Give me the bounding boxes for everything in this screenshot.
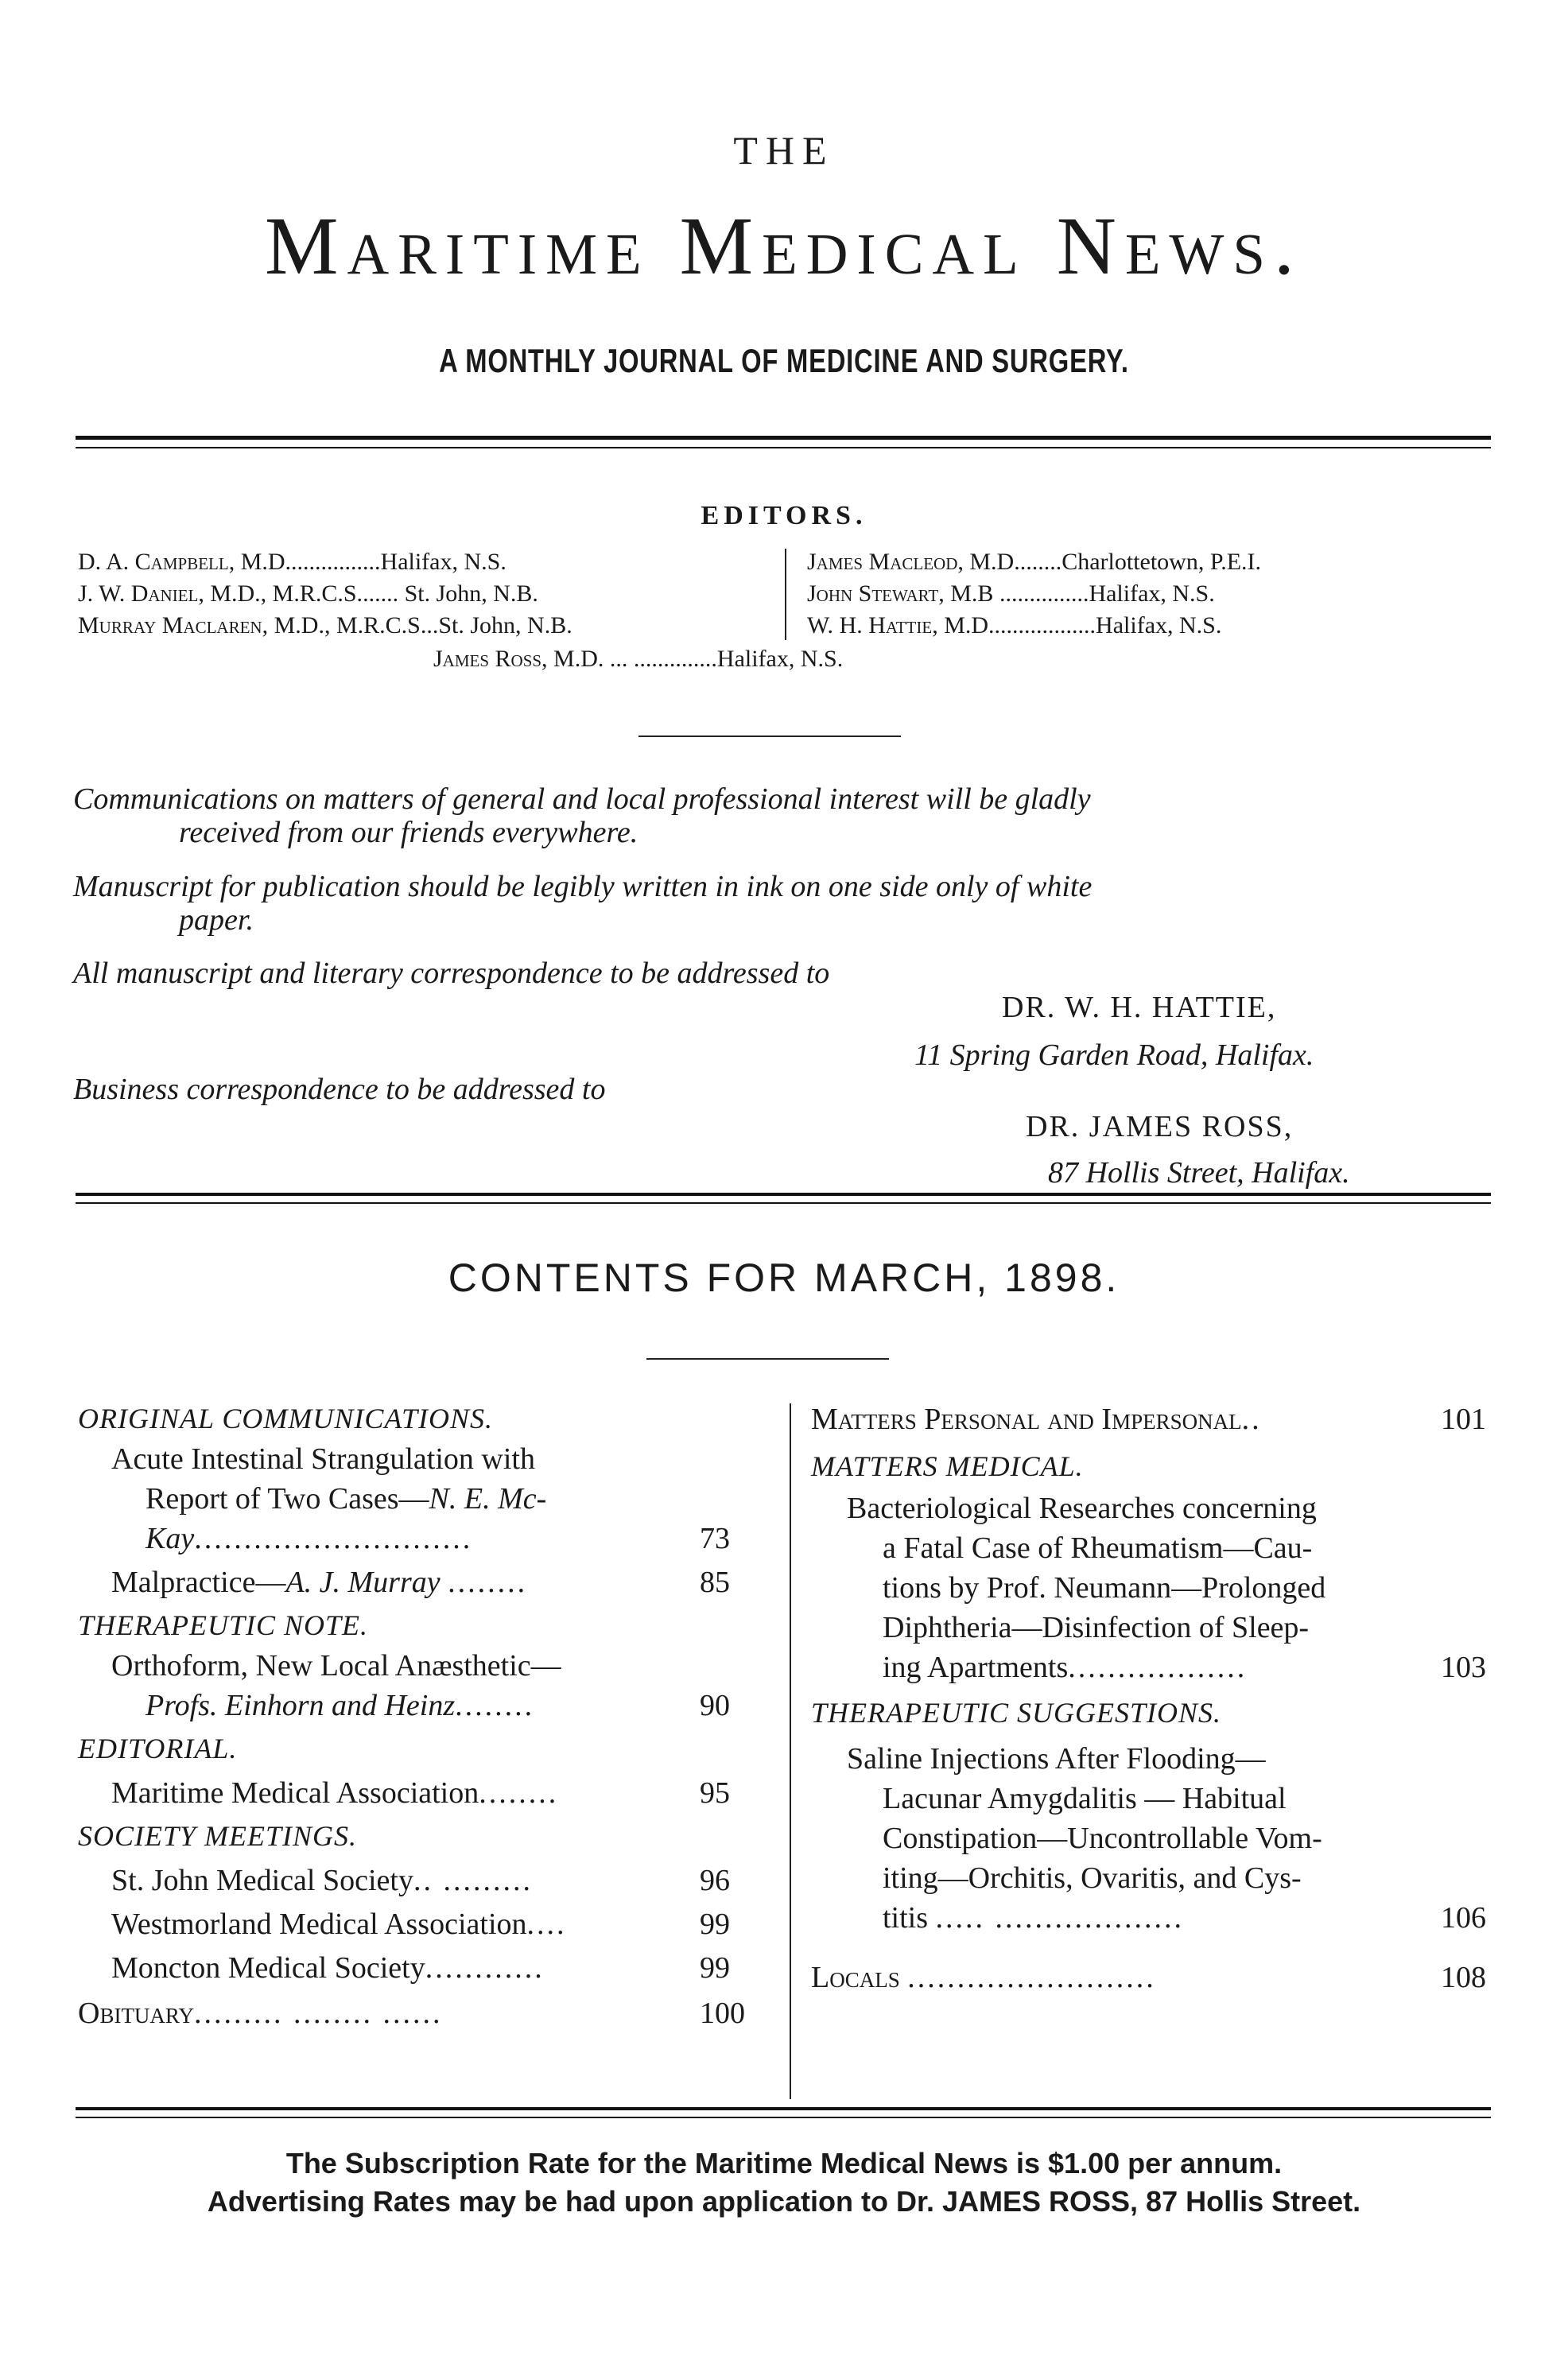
contents-divider (790, 1403, 791, 2099)
toc-entry-line: Diphtheria—Disinfection of Sleep- (883, 1611, 1310, 1644)
toc-page-number: 90 (700, 1689, 730, 1722)
toc-entry-text: Matters Personal and Impersonal (811, 1403, 1242, 1436)
leader-dots: .... (526, 1908, 567, 1941)
toc-entry-line: Orthoform, New Local Anæsthetic— (111, 1649, 561, 1683)
short-rule (638, 736, 901, 737)
contents-rule-thin (76, 2117, 1491, 2118)
toc-section-matters-medical: MATTERS MEDICAL. (811, 1450, 1084, 1482)
toc-entry-line: a Fatal Case of Rheumatism—Cau- (883, 1531, 1313, 1565)
toc-entry-line (883, 1900, 1184, 1935)
leader-dots: ............ (425, 1951, 545, 1985)
editor-place: Halifax, N.S. (380, 549, 506, 575)
toc-entry-text: Westmorland Medical Association (111, 1908, 527, 1941)
contents-rule-thick (76, 2107, 1491, 2110)
notice-manuscript-line2: paper. (179, 903, 254, 937)
toc-entry-text: ing Apartments (883, 1651, 1069, 1684)
toc-section-editorial: EDITORIAL. (78, 1733, 238, 1764)
toc-entry-line: Saline Injections After Flooding— (847, 1742, 1266, 1776)
leader-dots: ... .............. (609, 646, 717, 672)
toc-entry-line (111, 1565, 527, 1600)
leader-dots: ....... (1019, 549, 1062, 575)
editor-name: Murray Maclaren, M.D., M.R.C.S. (78, 612, 427, 638)
toc-page-number: 95 (700, 1776, 730, 1810)
toc-section-society-meetings: SOCIETY MEETINGS. (78, 1820, 358, 1852)
toc-page-number: 99 (700, 1951, 730, 1985)
editor-name: D. A. Campbell, M.D. (78, 549, 292, 575)
notice-communications-line1: Communications on matters of general and local professional interest will be gladly (73, 782, 1091, 816)
toc-entry-line: Bacteriological Researches concerning (847, 1492, 1317, 1525)
journal-subtitle: A MONTHLY JOURNAL OF MEDICINE AND SURGERY. (439, 342, 1129, 379)
toc-entry-text: Maritime Medical Association (111, 1776, 479, 1810)
toc-page-number: 100 (700, 1997, 745, 2030)
toc-entry-text: Report of Two Cases— (146, 1482, 429, 1516)
leader-dots: .. (1241, 1403, 1262, 1436)
leader-dots: .. (426, 612, 439, 638)
toc-page-number: 101 (1441, 1403, 1486, 1436)
toc-entry-line: Acute Intestinal Strangulation with (111, 1442, 535, 1476)
editor-name: James Macleod, M.D. (807, 549, 1020, 575)
hattie-name: DR. W. H. HATTIE, (1002, 991, 1277, 1024)
toc-page-number: 96 (700, 1864, 730, 1897)
leader-dots: ..... ................... (935, 1901, 1185, 1935)
toc-page-number: 99 (700, 1908, 730, 1941)
editor-place: St. John, N.B. (404, 580, 538, 607)
toc-entry-line (146, 1688, 534, 1723)
editor-name: John Stewart, M.B (807, 580, 994, 607)
toc-entry-line: Constipation—Uncontrollable Vom- (883, 1822, 1322, 1855)
advertising-rates: Advertising Rates may be had upon application to Dr. JAMES ROSS, 87 Hollis Street. (207, 2185, 1361, 2218)
masthead-rule-thin (76, 447, 1491, 448)
editor-entry (807, 580, 1215, 607)
toc-author: Kay (146, 1522, 195, 1555)
editor-place: Charlottetown, P.E.I. (1062, 549, 1262, 575)
toc-entry-line (111, 1907, 567, 1942)
editor-entry-bottom (433, 646, 843, 673)
toc-page-number: 108 (1441, 1961, 1486, 1994)
ross-address: 87 Hollis Street, Halifax. (1048, 1156, 1350, 1190)
toc-author: N. E. Mc- (429, 1482, 547, 1516)
toc-section-original-communications: ORIGINAL COMMUNICATIONS. (78, 1403, 494, 1434)
leader-dots: .................. (1068, 1651, 1248, 1684)
toc-entry-line: iting—Orchitis, Ovaritis, and Cys- (883, 1861, 1302, 1895)
toc-entry-line (146, 1521, 472, 1556)
notices-rule-thin (76, 1202, 1491, 1204)
masthead-rule-thick (76, 436, 1491, 440)
toc-page-number: 103 (1441, 1651, 1486, 1684)
toc-page-number: 73 (700, 1522, 730, 1555)
contents-title: CONTENTS FOR MARCH, 1898. (448, 1256, 1120, 1300)
toc-entry-line (811, 1960, 1156, 1995)
toc-entry-line (111, 1863, 533, 1898)
toc-entry-line (883, 1650, 1247, 1685)
subscription-rate: The Subscription Rate for the Maritime Medical News is $1.00 per annum. (285, 2147, 1283, 2179)
editors-divider (785, 549, 786, 640)
hattie-address: 11 Spring Garden Road, Halifax. (914, 1038, 1314, 1072)
editor-entry (78, 612, 572, 639)
editors-heading: EDITORS. (701, 501, 867, 530)
leader-dots: ........ (455, 1689, 535, 1722)
leader-dots: ......................... (907, 1961, 1156, 1994)
editor-entry (78, 580, 538, 607)
toc-entry-text: Obituary (78, 1997, 194, 2030)
editor-entry (78, 549, 506, 576)
toc-author: A. J. Murray (285, 1566, 441, 1599)
toc-section-therapeutic-suggestions: THERAPEUTIC SUGGESTIONS. (811, 1697, 1221, 1729)
leader-dots: ........ (448, 1566, 528, 1599)
toc-entry-line (146, 1481, 546, 1516)
notices-rule-thick (76, 1193, 1491, 1196)
toc-entry-line (111, 1776, 558, 1811)
editor-place: St. John, N.B. (438, 612, 572, 638)
header-the: THE (733, 128, 835, 173)
leader-dots: .. ......... (413, 1864, 533, 1897)
notice-communications-line2: received from our friends everywhere. (179, 816, 638, 849)
notice-manuscript-line1: Manuscript for publication should be legibly written in ink on one side only of white (73, 870, 1093, 903)
toc-entry-line (111, 1950, 545, 1985)
short-rule (646, 1358, 889, 1360)
leader-dots: ............... (999, 580, 1089, 607)
toc-section-therapeutic-note: THERAPEUTIC NOTE. (78, 1609, 369, 1641)
leader-dots: ......... ........ ...... (193, 1997, 443, 2030)
editor-place: Halifax, N.S. (1089, 580, 1215, 607)
toc-page-number: 85 (700, 1566, 730, 1599)
editor-place: Halifax, N.S. (1096, 612, 1222, 638)
toc-entry-text: titis (883, 1901, 929, 1935)
editor-entry (807, 612, 1221, 639)
notice-literary: All manuscript and literary correspondence to be addressed to (73, 957, 830, 990)
toc-entry-text: Moncton Medical Society (111, 1951, 425, 1985)
toc-author: Profs. Einhorn and Heinz (146, 1689, 456, 1722)
toc-entry-text: Malpractice— (111, 1566, 286, 1599)
toc-entry-line (811, 1402, 1262, 1437)
editor-name: W. H. Hattie, M.D. (807, 612, 995, 638)
leader-dots: ............................ (194, 1522, 473, 1555)
toc-entry-text: Locals (811, 1961, 900, 1994)
toc-entry-line: Lacunar Amygdalitis — Habitual (883, 1782, 1287, 1815)
toc-page-number: 106 (1441, 1901, 1486, 1935)
ross-name: DR. JAMES ROSS, (1026, 1110, 1294, 1143)
editor-place: Halifax, N.S. (716, 646, 844, 672)
notice-business: Business correspondence to be addressed to (73, 1073, 606, 1106)
editor-entry (807, 549, 1261, 576)
toc-entry-text: St. John Medical Society (111, 1864, 413, 1897)
leader-dots: ...... (363, 580, 399, 607)
toc-entry-line: tions by Prof. Neumann—Prolonged (883, 1571, 1326, 1605)
journal-title: Maritime Medical News. (265, 200, 1303, 292)
toc-entry-line (78, 1996, 442, 2031)
leader-dots: ........ (479, 1776, 559, 1810)
editor-name: James Ross, M.D. (433, 646, 604, 672)
editor-name: J. W. Daniel, M.D., M.R.C.S. (78, 580, 363, 607)
leader-dots: ............... (291, 549, 381, 575)
leader-dots: ................. (994, 612, 1096, 638)
